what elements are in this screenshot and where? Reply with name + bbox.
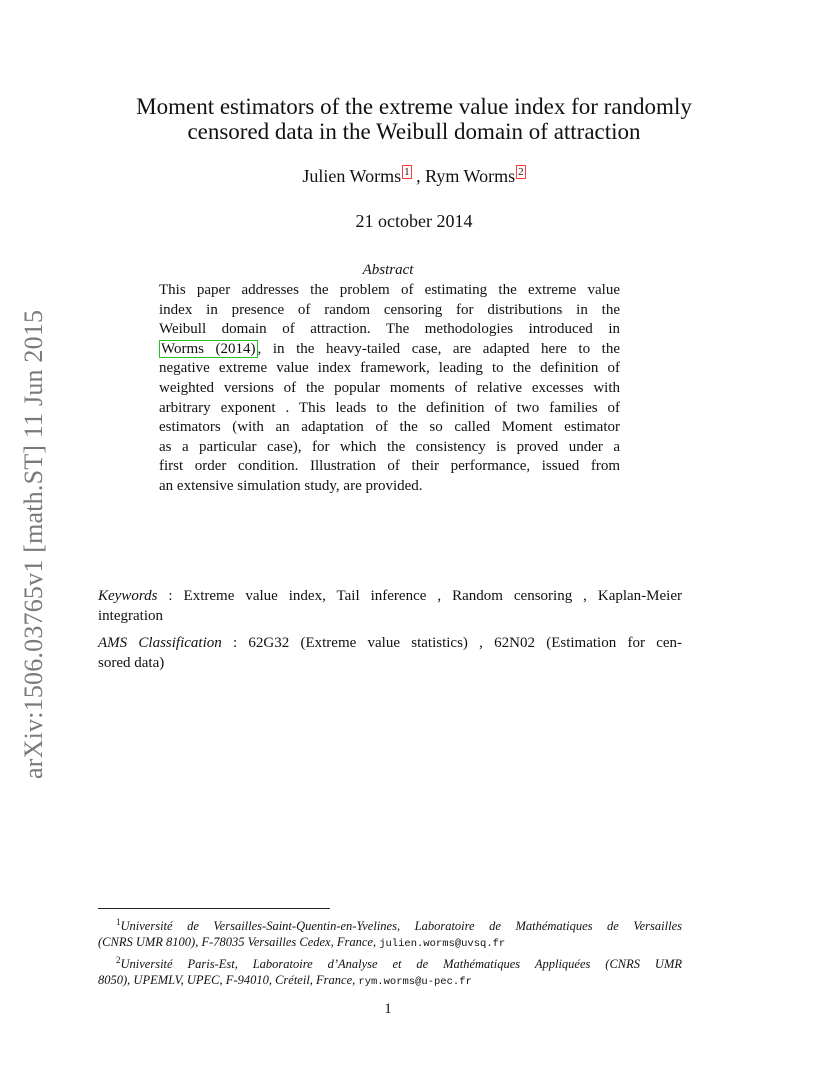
abstract-line: first order condition. Illustration of their performance, issued from	[159, 458, 620, 475]
ams-classification	[98, 634, 682, 673]
ams-line-1	[98, 634, 682, 654]
ams-label: AMS Classification	[98, 635, 222, 651]
abstract-line: This paper addresses the problem of estimating the extreme value	[159, 282, 620, 298]
footnote-2-mark: 2	[116, 955, 121, 966]
citation-link[interactable]: Worms (2014)	[161, 340, 256, 357]
abstract-line: negative extreme value index framework, leading to the definition of	[159, 360, 620, 377]
ams-line-2: sored data)	[98, 654, 165, 671]
footnote-link-2[interactable]: 2	[518, 166, 524, 178]
footnote-1-text: Université de Versailles-Saint-Quentin-en-Yvelines, Laboratoire de Mathématiques de Versailles	[120, 919, 682, 934]
abstract-body	[159, 281, 620, 497]
footnote-1-email[interactable]: julien.worms@uvsq.fr	[379, 938, 506, 951]
keywords-line-1	[98, 587, 682, 607]
footnote-1-line-1	[98, 914, 682, 934]
abstract-heading: Abstract	[362, 262, 414, 278]
ams-text: : 62G32 (Extreme value statistics) , 62N02 (Estimation for cen-	[221, 635, 682, 651]
abstract-line: index in presence of random censoring for distributions in the	[159, 301, 620, 318]
title-line-2: censored data in the Weibull domain of attraction	[187, 119, 641, 144]
authors	[0, 164, 828, 188]
abstract-line: weighted versions of the popular moments of relative excesses with	[159, 379, 620, 396]
page-number: 1	[384, 1001, 392, 1017]
title-line-1: Moment estimators of the extreme value index for randomly	[136, 94, 692, 119]
footnotes	[98, 914, 682, 990]
keywords	[98, 587, 682, 626]
footnote-1-mark: 1	[116, 917, 121, 927]
footnote-2-text-2: 8050), UPEMLV, UPEC, F-94010, Créteil, France,	[98, 973, 359, 988]
footnote-link-1[interactable]: 1	[404, 166, 410, 178]
abstract-line: Weibull domain of attraction. The methodologies introduced in	[159, 321, 620, 338]
paper-date: 21 october 2014	[355, 211, 473, 231]
footnote-1-text-2: (CNRS UMR 8100), F-78035 Versailles Cedex, France,	[98, 935, 380, 950]
paper-title	[60, 94, 768, 144]
abstract-line-with-citation	[159, 340, 620, 360]
footnote-1-line-2	[98, 934, 682, 952]
abstract-line: estimators (with an adaptation of the so called Moment estimator	[159, 419, 620, 436]
author-separator: ,	[411, 166, 426, 186]
keywords-text: : Extreme value index, Tail inference , Random censoring , Kaplan-Meier	[157, 588, 682, 604]
keywords-label: Keywords	[98, 588, 158, 604]
author-1: Julien Worms	[302, 166, 402, 186]
abstract-line: an extensive simulation study, are provided.	[159, 477, 423, 494]
footnote-2-text: Université Paris-Est, Laboratoire d’Analyse et de Mathématiques Appliquées (CNRS UMR	[120, 957, 682, 972]
abstract-line: as a particular case), for which the consistency is proved under a	[159, 438, 620, 455]
keywords-line-2: integration	[98, 607, 163, 624]
abstract-line-rest: , in the heavy-tailed case, are adapted here to the	[257, 340, 621, 357]
author-2: Rym Worms	[425, 166, 516, 186]
footnote-2-email[interactable]: rym.worms@u-pec.fr	[358, 976, 472, 989]
footnote-2-line-2	[98, 972, 682, 990]
footnote-2-line-1	[98, 952, 682, 972]
footnote-rule	[98, 908, 330, 909]
arxiv-stamp: arXiv:1506.03765v1 [math.ST] 11 Jun 2015	[19, 309, 48, 779]
abstract-line: arbitrary exponent . This leads to the definition of two families of	[159, 399, 620, 416]
